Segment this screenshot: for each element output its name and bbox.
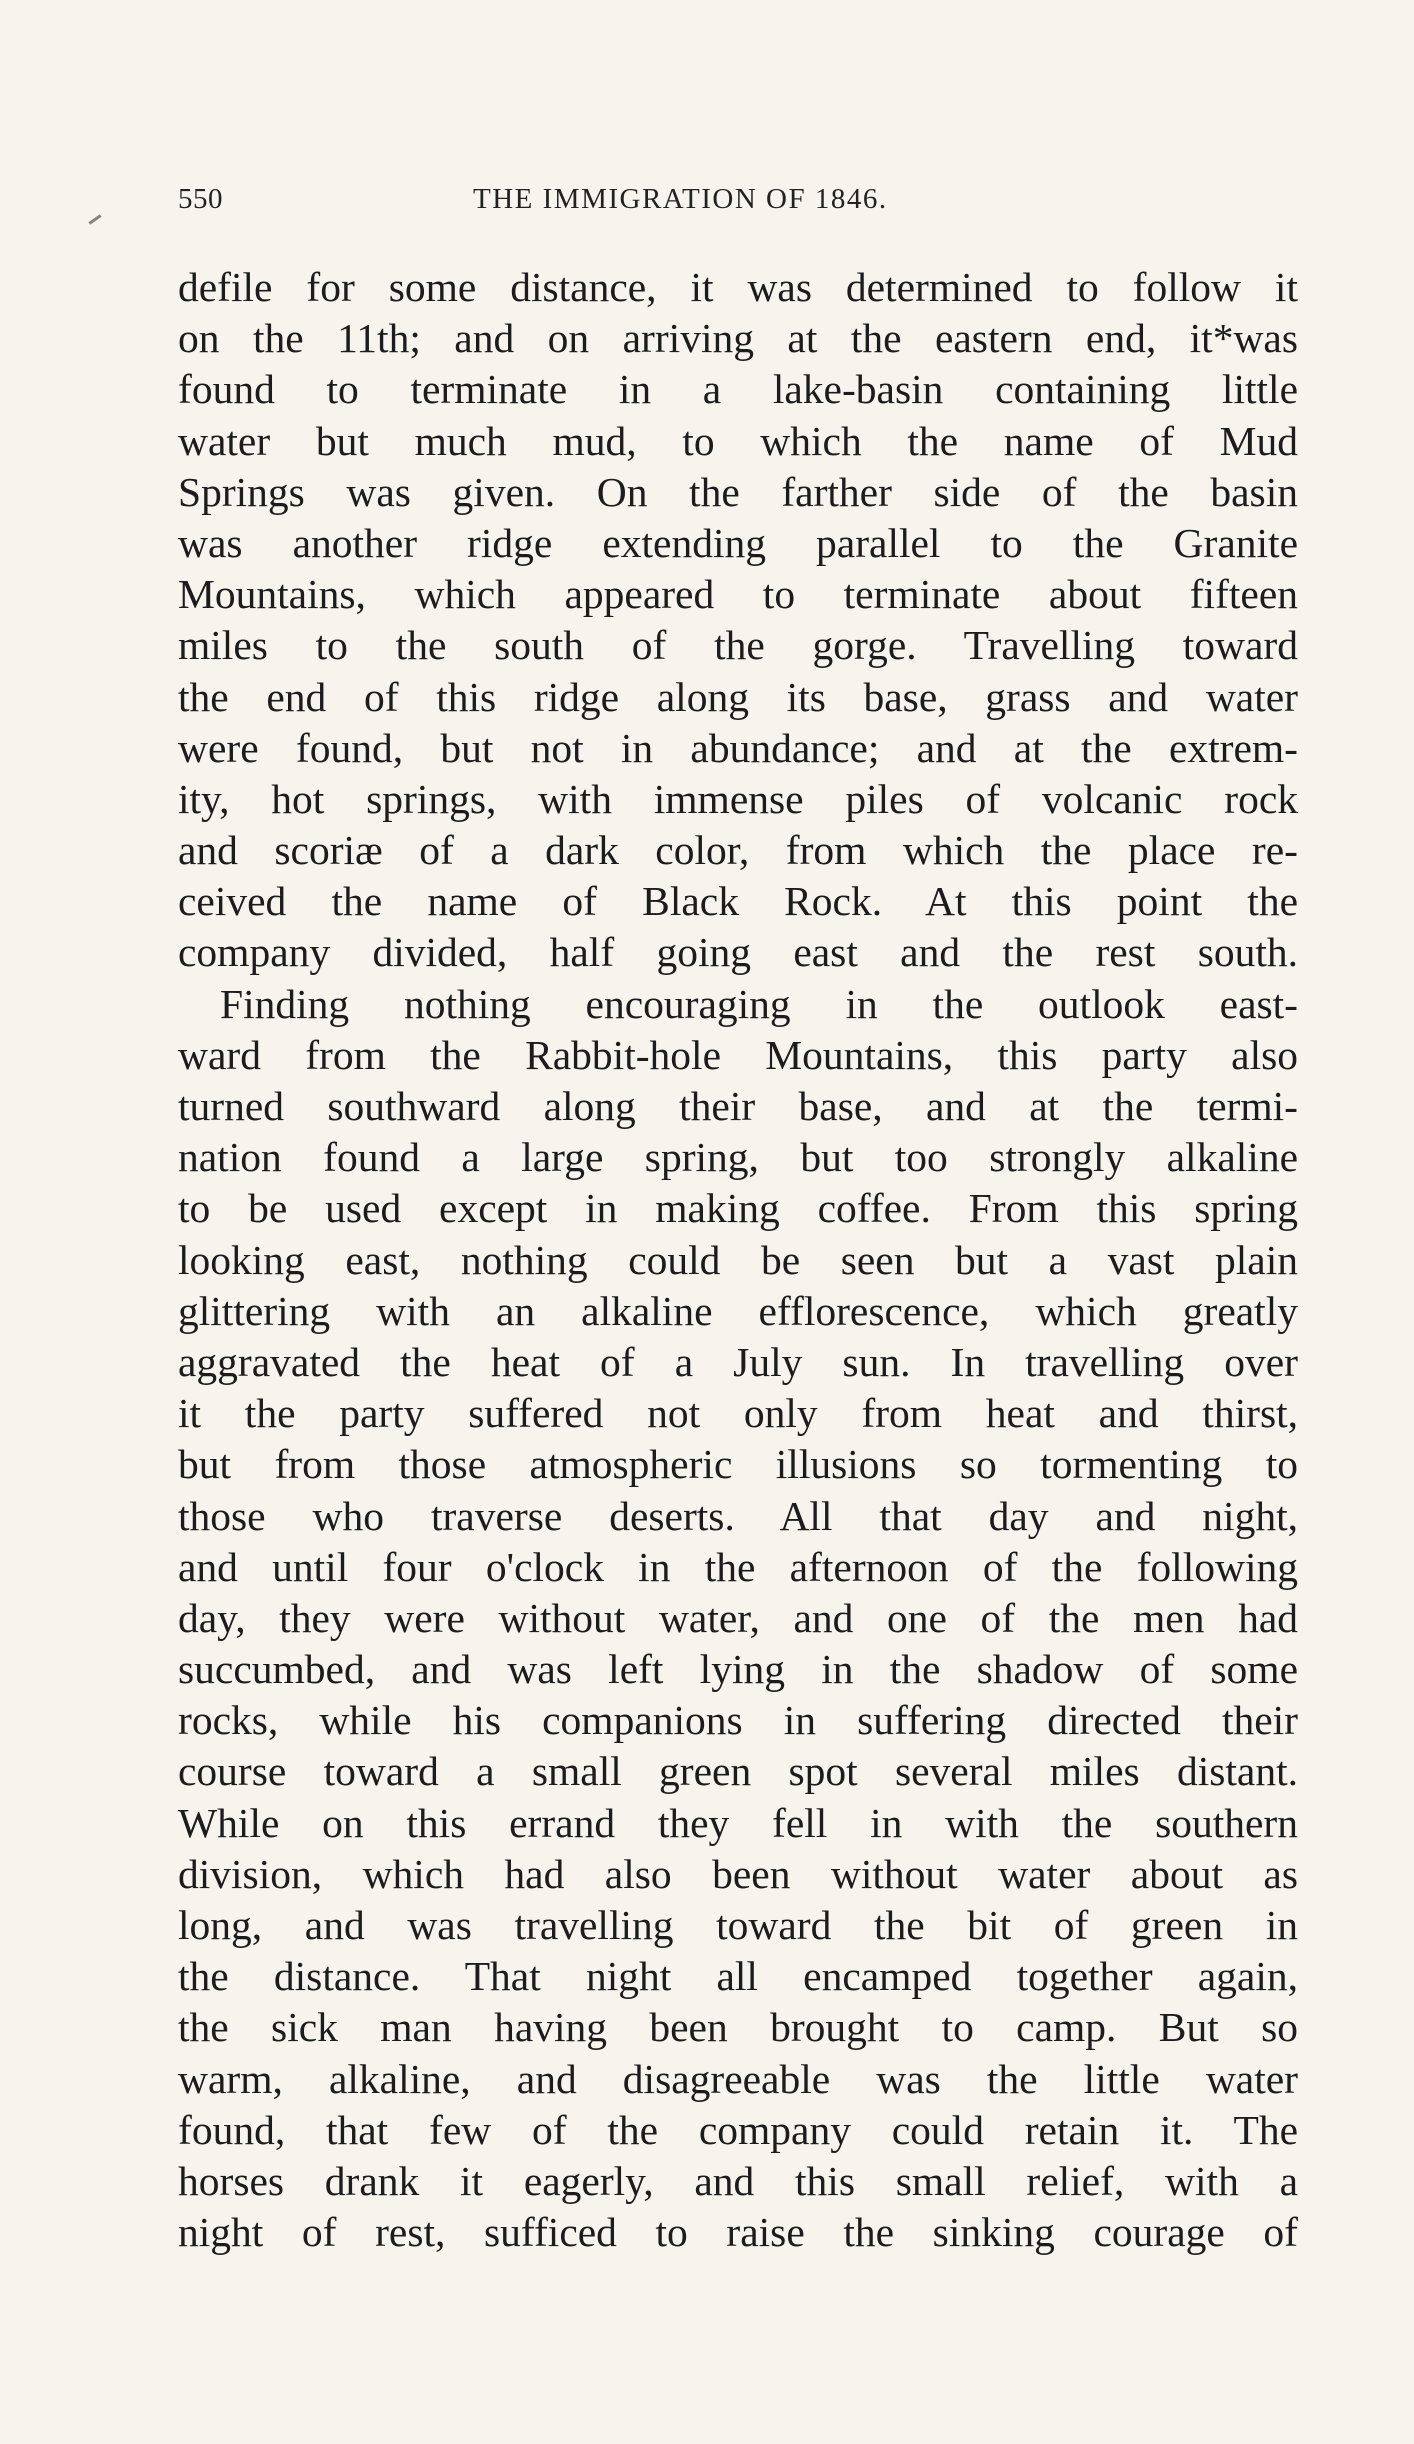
text-line: long, and was travelling toward the bit of green in — [178, 1902, 1298, 1948]
text-line: and scoriæ of a dark color, from which the place re- — [178, 827, 1298, 874]
body-text — [178, 262, 1298, 2258]
text-line: rocks, while his companions in suffering directed their — [178, 1697, 1298, 1744]
text-line: glittering with an alkaline efflorescence, which greatly — [178, 1287, 1298, 1334]
text-line: turned southward along their base, and at the termi- — [178, 1083, 1298, 1129]
text-line: aggravated the heat of a July sun. In travelling over — [178, 1338, 1298, 1385]
text-line: it the party suffered not only from heat and thirst, — [178, 1390, 1298, 1437]
text-line: Mountains, which appeared to terminate about fifteen — [178, 571, 1298, 618]
text-line: nation found a large spring, but too strongly alkaline — [178, 1134, 1298, 1181]
text-line: and until four o'clock in the afternoon of the following — [178, 1543, 1298, 1590]
text-line: the end of this ridge along its base, grass and water — [178, 673, 1298, 720]
text-line: looking east, nothing could be seen but a vast plain — [178, 1236, 1298, 1283]
text-line: miles to the south of the gorge. Travelling toward — [178, 622, 1298, 669]
text-line: day, they were without water, and one of the men had — [178, 1594, 1298, 1641]
text-line: Springs was given. On the farther side of the basin — [178, 468, 1298, 515]
text-line: ward from the Rabbit-hole Mountains, this party also — [178, 1031, 1298, 1078]
text-line: ceived the name of Black Rock. At this point the — [178, 878, 1298, 925]
text-line: night of rest, sufficed to raise the sinking courage of — [178, 2209, 1298, 2256]
text-line: succumbed, and was left lying in the shadow of some — [178, 1646, 1298, 1693]
text-line: found, that few of the company could retain it. The — [178, 2106, 1298, 2153]
text-line: found to terminate in a lake-basin containing little — [178, 366, 1298, 413]
text-line: those who traverse deserts. All that day and night, — [178, 1492, 1298, 1539]
text-line: division, which had also been without water about as — [178, 1850, 1298, 1897]
text-line: warm, alkaline, and disagreeable was the little water — [178, 2055, 1298, 2102]
text-line: Finding nothing encouraging in the outlook east- — [220, 980, 1298, 1027]
text-line: course toward a small green spot several miles distant. — [178, 1748, 1298, 1795]
running-title: THE IMMIGRATION OF 1846. — [473, 183, 888, 215]
text-line: water but much mud, to which the name of Mud — [178, 417, 1298, 464]
page-number: 550 — [178, 183, 223, 215]
text-line: were found, but not in abundance; and at the extrem- — [178, 724, 1298, 771]
text-line: to be used except in making coffee. From this spring — [178, 1185, 1298, 1232]
text-line: but from those atmospheric illusions so tormenting to — [178, 1441, 1298, 1488]
text-line: was another ridge extending parallel to the Granite — [178, 519, 1298, 566]
text-line: company divided, half going east and the rest south. — [178, 929, 1298, 976]
text-line: ity, hot springs, with immense piles of volcanic rock — [178, 775, 1298, 822]
text-line: horses drank it eagerly, and this small relief, with a — [178, 2157, 1298, 2204]
page-header — [178, 183, 1298, 223]
text-line: While on this errand they fell in with the southern — [178, 1799, 1298, 1846]
text-line: defile for some distance, it was determined to follow it — [178, 264, 1298, 310]
text-line: the distance. That night all encamped together again, — [178, 1953, 1298, 2000]
margin-mark — [88, 214, 101, 224]
text-line: on the 11th; and on arriving at the eastern end, it*was — [178, 315, 1298, 362]
text-line: the sick man having been brought to camp. But so — [178, 2004, 1298, 2051]
